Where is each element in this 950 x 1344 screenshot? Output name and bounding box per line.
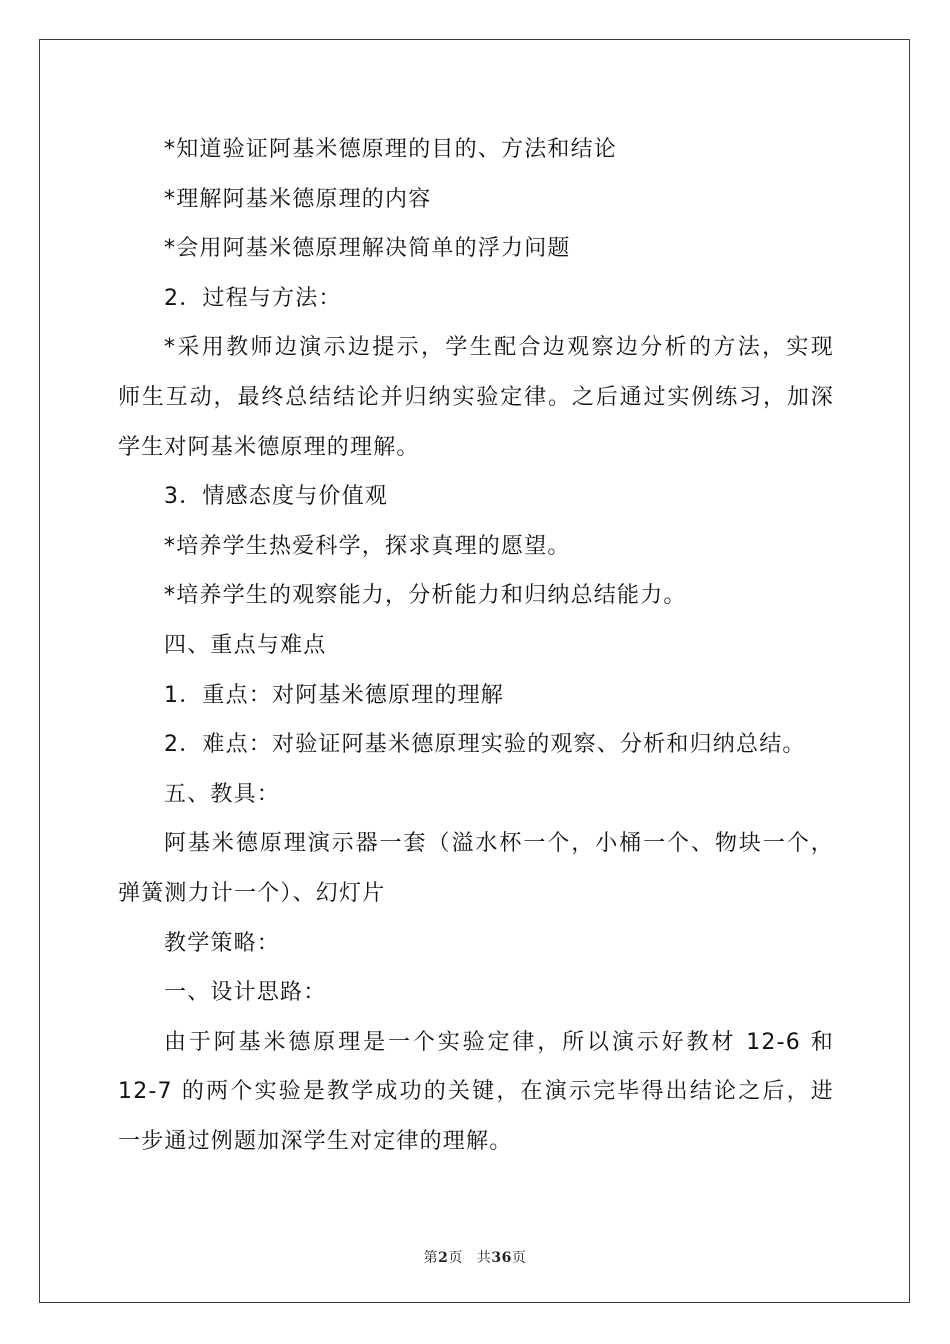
total-pages: 36	[491, 1250, 512, 1266]
bullet-line-1: *知道验证阿基米德原理的目的、方法和结论	[164, 137, 618, 162]
page-prefix: 第	[423, 1250, 439, 1266]
paragraph-line: 一步通过例题加深学生对定律的理解。	[118, 1128, 513, 1154]
document-body	[118, 125, 834, 1166]
section-heading-design: 一、设计思路：	[164, 980, 327, 1006]
paragraph-line: *采用教师边演示边提示，学生配合边观察边分析的方法，实现	[164, 335, 834, 361]
section-heading-strategy: 教学策略：	[164, 930, 281, 956]
section-heading-emotion: 3．情感态度与价值观	[164, 484, 388, 510]
bullet-line-5: *培养学生的观察能力，分析能力和归纳总结能力。	[164, 583, 687, 609]
bullet-line-4: *培养学生热爱科学，探求真理的愿望。	[164, 533, 571, 559]
paragraph-line: 由于阿基米德原理是一个实验定律，所以演示好教材 12-6 和	[164, 1029, 834, 1055]
section-heading-process: 2．过程与方法：	[164, 285, 342, 311]
section-heading-tools: 五、教具：	[164, 781, 281, 807]
paragraph-line: 师生互动，最终总结结论并归纳实验定律。之后通过实例练习，加深	[118, 384, 834, 410]
page-number: 2	[438, 1250, 449, 1266]
difficulty-line: 2．难点：对验证阿基米德原理实验的观察、分析和归纳总结。	[164, 732, 806, 758]
section-heading-key-points: 四、重点与难点	[164, 632, 327, 658]
paragraph-line: 学生对阿基米德原理的理解。	[118, 434, 420, 460]
bullet-line-2: *理解阿基米德原理的内容	[164, 186, 432, 212]
page-footer	[0, 1247, 950, 1267]
paragraph-line: 弹簧测力计一个）、幻灯片	[118, 880, 386, 906]
paragraph-line: 12-7 的两个实验是教学成功的关键，在演示完毕得出结论之后，进	[118, 1079, 834, 1105]
page-suffix: 页	[448, 1250, 463, 1266]
paragraph-line: 阿基米德原理演示器一套（溢水杯一个，小桶一个、物块一个，	[164, 831, 834, 857]
bullet-line-3: *会用阿基米德原理解决简单的浮力问题	[164, 236, 571, 262]
key-point-line: 1．重点：对阿基米德原理的理解	[164, 682, 504, 708]
total-prefix: 共	[476, 1250, 492, 1266]
total-suffix: 页	[511, 1250, 527, 1266]
